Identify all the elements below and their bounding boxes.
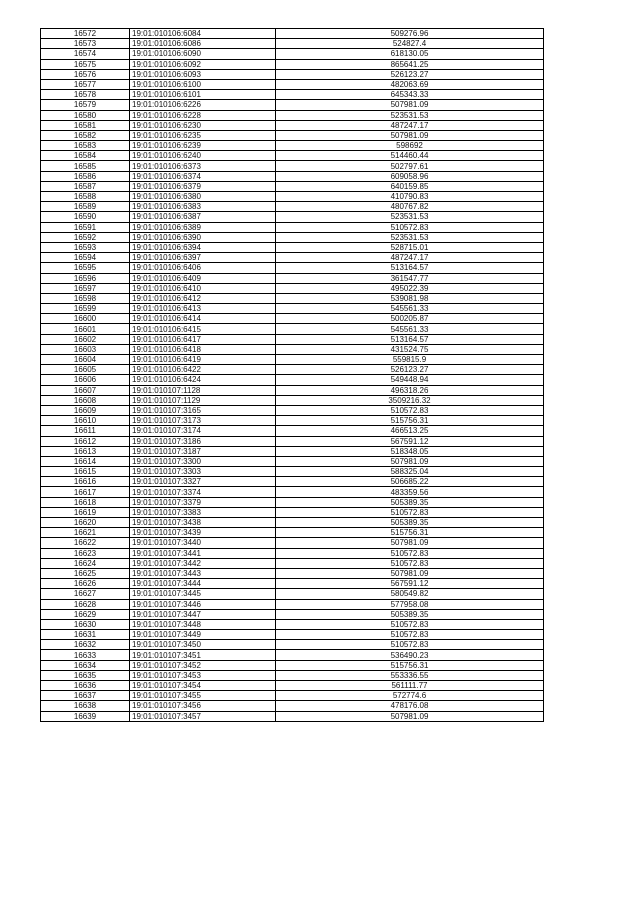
table-row bbox=[41, 681, 544, 691]
table-row bbox=[41, 253, 544, 263]
cadastral-value-cell: 526123.27 bbox=[276, 365, 544, 375]
row-number-cell: 16572 bbox=[41, 29, 130, 39]
table-row bbox=[41, 314, 544, 324]
table-row bbox=[41, 701, 544, 711]
cadastral-value-cell: 487247.17 bbox=[276, 120, 544, 130]
row-number-cell: 16579 bbox=[41, 100, 130, 110]
table-row bbox=[41, 141, 544, 151]
cadastral-number-cell: 19:01:010107:3440 bbox=[130, 538, 276, 548]
row-number-cell: 16595 bbox=[41, 263, 130, 273]
cadastral-number-cell: 19:01:010107:3444 bbox=[130, 579, 276, 589]
cadastral-value-cell: 523531.53 bbox=[276, 212, 544, 222]
table-row bbox=[41, 181, 544, 191]
cadastral-number-cell: 19:01:010107:3173 bbox=[130, 416, 276, 426]
cadastral-value-cell: 495022.39 bbox=[276, 283, 544, 293]
cadastral-value-cell: 518348.05 bbox=[276, 446, 544, 456]
cadastral-number-cell: 19:01:010107:3451 bbox=[130, 650, 276, 660]
cadastral-value-cell: 523531.53 bbox=[276, 232, 544, 242]
cadastral-number-cell: 19:01:010106:6084 bbox=[130, 29, 276, 39]
row-number-cell: 16598 bbox=[41, 293, 130, 303]
table-row bbox=[41, 293, 544, 303]
cadastral-number-cell: 19:01:010106:6380 bbox=[130, 192, 276, 202]
row-number-cell: 16630 bbox=[41, 619, 130, 629]
cadastral-value-cell: 526123.27 bbox=[276, 69, 544, 79]
table-row bbox=[41, 548, 544, 558]
cadastral-number-cell: 19:01:010107:3174 bbox=[130, 426, 276, 436]
table-row bbox=[41, 151, 544, 161]
cadastral-value-cell: 482063.69 bbox=[276, 79, 544, 89]
cadastral-number-cell: 19:01:010106:6235 bbox=[130, 130, 276, 140]
cadastral-value-cell: 505389.35 bbox=[276, 609, 544, 619]
cadastral-number-cell: 19:01:010106:6379 bbox=[130, 181, 276, 191]
row-number-cell: 16639 bbox=[41, 711, 130, 721]
cadastral-number-cell: 19:01:010106:6410 bbox=[130, 283, 276, 293]
cadastral-value-cell: 500205.87 bbox=[276, 314, 544, 324]
cadastral-number-cell: 19:01:010106:6093 bbox=[130, 69, 276, 79]
row-number-cell: 16594 bbox=[41, 253, 130, 263]
cadastral-value-cell: 598692 bbox=[276, 141, 544, 151]
cadastral-number-cell: 19:01:010106:6086 bbox=[130, 39, 276, 49]
table-row bbox=[41, 670, 544, 680]
table-row bbox=[41, 446, 544, 456]
cadastral-value-cell: 561111.77 bbox=[276, 681, 544, 691]
cadastral-value-cell: 510572.83 bbox=[276, 558, 544, 568]
row-number-cell: 16608 bbox=[41, 395, 130, 405]
cadastral-value-cell: 513164.57 bbox=[276, 334, 544, 344]
cadastral-value-cell: 559815.9 bbox=[276, 355, 544, 365]
row-number-cell: 16621 bbox=[41, 528, 130, 538]
table-row bbox=[41, 640, 544, 650]
cadastral-number-cell: 19:01:010107:3452 bbox=[130, 660, 276, 670]
cadastral-value-cell: 480767.82 bbox=[276, 202, 544, 212]
table-row bbox=[41, 110, 544, 120]
table-row bbox=[41, 130, 544, 140]
row-number-cell: 16638 bbox=[41, 701, 130, 711]
cadastral-number-cell: 19:01:010106:6228 bbox=[130, 110, 276, 120]
table-row bbox=[41, 436, 544, 446]
row-number-cell: 16611 bbox=[41, 426, 130, 436]
row-number-cell: 16578 bbox=[41, 90, 130, 100]
row-number-cell: 16606 bbox=[41, 375, 130, 385]
cadastral-value-cell: 487247.17 bbox=[276, 253, 544, 263]
table-row bbox=[41, 29, 544, 39]
row-number-cell: 16610 bbox=[41, 416, 130, 426]
cadastral-number-cell: 19:01:010106:6413 bbox=[130, 304, 276, 314]
table-row bbox=[41, 202, 544, 212]
cadastral-value-cell: 567591.12 bbox=[276, 579, 544, 589]
cadastral-number-cell: 19:01:010106:6424 bbox=[130, 375, 276, 385]
table-row bbox=[41, 609, 544, 619]
row-number-cell: 16604 bbox=[41, 355, 130, 365]
cadastral-value-cell: 515756.31 bbox=[276, 660, 544, 670]
cadastral-number-cell: 19:01:010107:3441 bbox=[130, 548, 276, 558]
cadastral-value-cell: 478176.08 bbox=[276, 701, 544, 711]
cadastral-number-cell: 19:01:010107:3443 bbox=[130, 568, 276, 578]
table-row bbox=[41, 334, 544, 344]
row-number-cell: 16637 bbox=[41, 691, 130, 701]
cadastral-value-cell: 509276.96 bbox=[276, 29, 544, 39]
table-row bbox=[41, 263, 544, 273]
table-row bbox=[41, 161, 544, 171]
cadastral-value-cell: 609058.96 bbox=[276, 171, 544, 181]
cadastral-number-cell: 19:01:010107:3447 bbox=[130, 609, 276, 619]
cadastral-number-cell: 19:01:010107:3383 bbox=[130, 507, 276, 517]
row-number-cell: 16631 bbox=[41, 630, 130, 640]
table-row bbox=[41, 222, 544, 232]
cadastral-value-cell: 507981.09 bbox=[276, 711, 544, 721]
row-number-cell: 16626 bbox=[41, 579, 130, 589]
row-number-cell: 16599 bbox=[41, 304, 130, 314]
cadastral-number-cell: 19:01:010107:1129 bbox=[130, 395, 276, 405]
cadastral-value-cell: 507981.09 bbox=[276, 568, 544, 578]
row-number-cell: 16633 bbox=[41, 650, 130, 660]
cadastral-number-cell: 19:01:010107:3379 bbox=[130, 497, 276, 507]
cadastral-value-cell: 502797.61 bbox=[276, 161, 544, 171]
cadastral-number-cell: 19:01:010106:6100 bbox=[130, 79, 276, 89]
cadastral-number-cell: 19:01:010106:6374 bbox=[130, 171, 276, 181]
cadastral-number-cell: 19:01:010106:6389 bbox=[130, 222, 276, 232]
cadastral-value-cell: 536490.23 bbox=[276, 650, 544, 660]
row-number-cell: 16573 bbox=[41, 39, 130, 49]
table-row bbox=[41, 518, 544, 528]
row-number-cell: 16583 bbox=[41, 141, 130, 151]
cadastral-number-cell: 19:01:010107:3450 bbox=[130, 640, 276, 650]
row-number-cell: 16628 bbox=[41, 599, 130, 609]
cadastral-value-cell: 645343.33 bbox=[276, 90, 544, 100]
row-number-cell: 16591 bbox=[41, 222, 130, 232]
table-row bbox=[41, 242, 544, 252]
cadastral-number-cell: 19:01:010106:6419 bbox=[130, 355, 276, 365]
cadastral-value-cell: 505389.35 bbox=[276, 518, 544, 528]
row-number-cell: 16585 bbox=[41, 161, 130, 171]
cadastral-value-cell: 410790.83 bbox=[276, 192, 544, 202]
table-row bbox=[41, 365, 544, 375]
cadastral-number-cell: 19:01:010107:3449 bbox=[130, 630, 276, 640]
cadastral-number-cell: 19:01:010106:6394 bbox=[130, 242, 276, 252]
row-number-cell: 16636 bbox=[41, 681, 130, 691]
cadastral-value-cell: 496318.26 bbox=[276, 385, 544, 395]
cadastral-number-cell: 19:01:010107:3300 bbox=[130, 456, 276, 466]
cadastral-number-cell: 19:01:010107:3455 bbox=[130, 691, 276, 701]
table-row bbox=[41, 691, 544, 701]
row-number-cell: 16580 bbox=[41, 110, 130, 120]
cadastral-value-cell: 514460.44 bbox=[276, 151, 544, 161]
row-number-cell: 16625 bbox=[41, 568, 130, 578]
cadastral-number-cell: 19:01:010107:1128 bbox=[130, 385, 276, 395]
cadastral-value-cell: 510572.83 bbox=[276, 619, 544, 629]
row-number-cell: 16576 bbox=[41, 69, 130, 79]
cadastral-number-cell: 19:01:010107:3187 bbox=[130, 446, 276, 456]
cadastral-number-cell: 19:01:010106:6373 bbox=[130, 161, 276, 171]
cadastral-value-cell: 640159.85 bbox=[276, 181, 544, 191]
cadastral-number-cell: 19:01:010107:3186 bbox=[130, 436, 276, 446]
row-number-cell: 16614 bbox=[41, 456, 130, 466]
table-row bbox=[41, 558, 544, 568]
table-row bbox=[41, 120, 544, 130]
cadastral-value-cell: 588325.04 bbox=[276, 467, 544, 477]
row-number-cell: 16617 bbox=[41, 487, 130, 497]
table-body bbox=[41, 29, 544, 722]
cadastral-value-cell: 510572.83 bbox=[276, 507, 544, 517]
cadastral-number-cell: 19:01:010106:6390 bbox=[130, 232, 276, 242]
row-number-cell: 16602 bbox=[41, 334, 130, 344]
row-number-cell: 16593 bbox=[41, 242, 130, 252]
table-row bbox=[41, 344, 544, 354]
cadastral-number-cell: 19:01:010106:6239 bbox=[130, 141, 276, 151]
cadastral-number-cell: 19:01:010106:6417 bbox=[130, 334, 276, 344]
row-number-cell: 16590 bbox=[41, 212, 130, 222]
cadastral-value-cell: 580549.82 bbox=[276, 589, 544, 599]
cadastral-number-cell: 19:01:010106:6240 bbox=[130, 151, 276, 161]
row-number-cell: 16609 bbox=[41, 405, 130, 415]
table-row bbox=[41, 39, 544, 49]
cadastral-number-cell: 19:01:010107:3438 bbox=[130, 518, 276, 528]
cadastral-value-cell: 510572.83 bbox=[276, 548, 544, 558]
row-number-cell: 16607 bbox=[41, 385, 130, 395]
cadastral-value-cell: 466513.25 bbox=[276, 426, 544, 436]
cadastral-value-cell: 510572.83 bbox=[276, 630, 544, 640]
row-number-cell: 16587 bbox=[41, 181, 130, 191]
row-number-cell: 16605 bbox=[41, 365, 130, 375]
table-row bbox=[41, 467, 544, 477]
cadastral-number-cell: 19:01:010106:6422 bbox=[130, 365, 276, 375]
cadastral-number-cell: 19:01:010106:6409 bbox=[130, 273, 276, 283]
row-number-cell: 16597 bbox=[41, 283, 130, 293]
cadastral-value-cell: 618130.05 bbox=[276, 49, 544, 59]
cadastral-value-cell: 572774.6 bbox=[276, 691, 544, 701]
table-row bbox=[41, 507, 544, 517]
cadastral-value-cell: 549448.94 bbox=[276, 375, 544, 385]
row-number-cell: 16616 bbox=[41, 477, 130, 487]
cadastral-number-cell: 19:01:010107:3456 bbox=[130, 701, 276, 711]
table-row bbox=[41, 405, 544, 415]
cadastral-number-cell: 19:01:010107:3442 bbox=[130, 558, 276, 568]
cadastral-number-cell: 19:01:010107:3448 bbox=[130, 619, 276, 629]
row-number-cell: 16574 bbox=[41, 49, 130, 59]
table-row bbox=[41, 79, 544, 89]
row-number-cell: 16584 bbox=[41, 151, 130, 161]
table-row bbox=[41, 711, 544, 721]
cadastral-value-cell: 545561.33 bbox=[276, 324, 544, 334]
row-number-cell: 16629 bbox=[41, 609, 130, 619]
cadastral-value-cell: 483359.56 bbox=[276, 487, 544, 497]
cadastral-value-cell: 3509216.32 bbox=[276, 395, 544, 405]
row-number-cell: 16575 bbox=[41, 59, 130, 69]
cadastral-number-cell: 19:01:010106:6230 bbox=[130, 120, 276, 130]
cadastral-value-table bbox=[40, 28, 544, 722]
cadastral-number-cell: 19:01:010107:3454 bbox=[130, 681, 276, 691]
cadastral-number-cell: 19:01:010107:3165 bbox=[130, 405, 276, 415]
cadastral-value-cell: 528715.01 bbox=[276, 242, 544, 252]
row-number-cell: 16613 bbox=[41, 446, 130, 456]
cadastral-number-cell: 19:01:010106:6414 bbox=[130, 314, 276, 324]
table-row bbox=[41, 192, 544, 202]
cadastral-number-cell: 19:01:010106:6092 bbox=[130, 59, 276, 69]
table-row bbox=[41, 589, 544, 599]
row-number-cell: 16586 bbox=[41, 171, 130, 181]
cadastral-value-cell: 515756.31 bbox=[276, 528, 544, 538]
cadastral-number-cell: 19:01:010107:3439 bbox=[130, 528, 276, 538]
row-number-cell: 16634 bbox=[41, 660, 130, 670]
cadastral-number-cell: 19:01:010106:6406 bbox=[130, 263, 276, 273]
table-row bbox=[41, 416, 544, 426]
row-number-cell: 16627 bbox=[41, 589, 130, 599]
table-row bbox=[41, 283, 544, 293]
cadastral-value-cell: 506685.22 bbox=[276, 477, 544, 487]
table-row bbox=[41, 90, 544, 100]
row-number-cell: 16589 bbox=[41, 202, 130, 212]
table-row bbox=[41, 477, 544, 487]
row-number-cell: 16600 bbox=[41, 314, 130, 324]
table-row bbox=[41, 385, 544, 395]
table-row bbox=[41, 456, 544, 466]
row-number-cell: 16577 bbox=[41, 79, 130, 89]
cadastral-number-cell: 19:01:010106:6101 bbox=[130, 90, 276, 100]
cadastral-value-cell: 577958.08 bbox=[276, 599, 544, 609]
table-row bbox=[41, 568, 544, 578]
cadastral-value-cell: 545561.33 bbox=[276, 304, 544, 314]
cadastral-value-cell: 507981.09 bbox=[276, 100, 544, 110]
cadastral-number-cell: 19:01:010106:6415 bbox=[130, 324, 276, 334]
table-row bbox=[41, 630, 544, 640]
cadastral-number-cell: 19:01:010106:6412 bbox=[130, 293, 276, 303]
table-row bbox=[41, 579, 544, 589]
cadastral-value-cell: 524827.4 bbox=[276, 39, 544, 49]
cadastral-value-cell: 553336.55 bbox=[276, 670, 544, 680]
data-table-container bbox=[40, 28, 543, 722]
row-number-cell: 16582 bbox=[41, 130, 130, 140]
row-number-cell: 16622 bbox=[41, 538, 130, 548]
table-row bbox=[41, 49, 544, 59]
row-number-cell: 16615 bbox=[41, 467, 130, 477]
row-number-cell: 16603 bbox=[41, 344, 130, 354]
cadastral-value-cell: 567591.12 bbox=[276, 436, 544, 446]
table-row bbox=[41, 395, 544, 405]
table-row bbox=[41, 171, 544, 181]
table-row bbox=[41, 650, 544, 660]
row-number-cell: 16612 bbox=[41, 436, 130, 446]
cadastral-value-cell: 515756.31 bbox=[276, 416, 544, 426]
table-row bbox=[41, 599, 544, 609]
row-number-cell: 16620 bbox=[41, 518, 130, 528]
table-row bbox=[41, 660, 544, 670]
table-row bbox=[41, 528, 544, 538]
cadastral-value-cell: 507981.09 bbox=[276, 130, 544, 140]
cadastral-number-cell: 19:01:010106:6418 bbox=[130, 344, 276, 354]
table-row bbox=[41, 355, 544, 365]
cadastral-number-cell: 19:01:010106:6383 bbox=[130, 202, 276, 212]
cadastral-number-cell: 19:01:010107:3457 bbox=[130, 711, 276, 721]
table-row bbox=[41, 487, 544, 497]
cadastral-value-cell: 865641.25 bbox=[276, 59, 544, 69]
table-row bbox=[41, 69, 544, 79]
table-row bbox=[41, 619, 544, 629]
cadastral-value-cell: 539081.98 bbox=[276, 293, 544, 303]
cadastral-value-cell: 523531.53 bbox=[276, 110, 544, 120]
cadastral-value-cell: 507981.09 bbox=[276, 456, 544, 466]
row-number-cell: 16601 bbox=[41, 324, 130, 334]
cadastral-number-cell: 19:01:010107:3445 bbox=[130, 589, 276, 599]
row-number-cell: 16588 bbox=[41, 192, 130, 202]
cadastral-number-cell: 19:01:010106:6397 bbox=[130, 253, 276, 263]
cadastral-value-cell: 510572.83 bbox=[276, 405, 544, 415]
row-number-cell: 16623 bbox=[41, 548, 130, 558]
table-row bbox=[41, 375, 544, 385]
cadastral-value-cell: 510572.83 bbox=[276, 640, 544, 650]
row-number-cell: 16624 bbox=[41, 558, 130, 568]
row-number-cell: 16619 bbox=[41, 507, 130, 517]
table-row bbox=[41, 426, 544, 436]
row-number-cell: 16632 bbox=[41, 640, 130, 650]
table-row bbox=[41, 538, 544, 548]
table-row bbox=[41, 497, 544, 507]
cadastral-number-cell: 19:01:010106:6226 bbox=[130, 100, 276, 110]
cadastral-value-cell: 505389.35 bbox=[276, 497, 544, 507]
row-number-cell: 16581 bbox=[41, 120, 130, 130]
table-row bbox=[41, 232, 544, 242]
cadastral-value-cell: 507981.09 bbox=[276, 538, 544, 548]
cadastral-number-cell: 19:01:010107:3303 bbox=[130, 467, 276, 477]
cadastral-value-cell: 513164.57 bbox=[276, 263, 544, 273]
cadastral-number-cell: 19:01:010106:6090 bbox=[130, 49, 276, 59]
table-row bbox=[41, 100, 544, 110]
row-number-cell: 16635 bbox=[41, 670, 130, 680]
row-number-cell: 16596 bbox=[41, 273, 130, 283]
table-row bbox=[41, 212, 544, 222]
cadastral-value-cell: 361547.77 bbox=[276, 273, 544, 283]
cadastral-number-cell: 19:01:010107:3374 bbox=[130, 487, 276, 497]
cadastral-value-cell: 510572.83 bbox=[276, 222, 544, 232]
table-row bbox=[41, 304, 544, 314]
table-row bbox=[41, 324, 544, 334]
table-row bbox=[41, 59, 544, 69]
cadastral-value-cell: 431524.75 bbox=[276, 344, 544, 354]
cadastral-number-cell: 19:01:010107:3453 bbox=[130, 670, 276, 680]
cadastral-number-cell: 19:01:010106:6387 bbox=[130, 212, 276, 222]
cadastral-number-cell: 19:01:010107:3327 bbox=[130, 477, 276, 487]
table-row bbox=[41, 273, 544, 283]
row-number-cell: 16618 bbox=[41, 497, 130, 507]
cadastral-number-cell: 19:01:010107:3446 bbox=[130, 599, 276, 609]
row-number-cell: 16592 bbox=[41, 232, 130, 242]
